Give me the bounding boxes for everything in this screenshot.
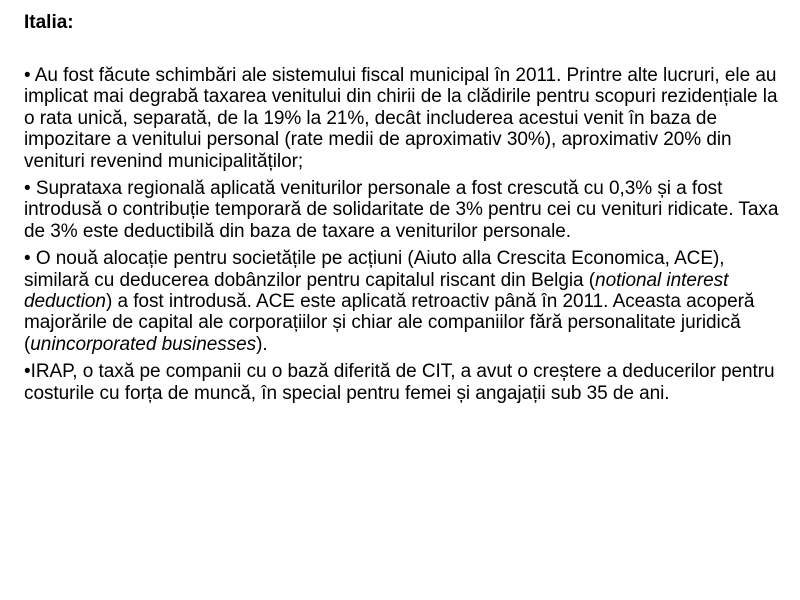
bullet-paragraph-irap: •IRAP, o taxă pe companii cu o bază diferită de CIT, a avut o creștere a deducerilor pentru costurile cu forța de muncă, în special pentru femei și angajații sub 35 de ani. [24, 361, 775, 404]
ace-italic-term-2: unincorporated businesses [30, 333, 257, 355]
bullet-paragraph-regional-surtax: • Suprataxa regională aplicată veniturilor personale a fost crescută cu 0,3% și a fost introdusă o contribuție temporară de solidaritate de 3% pentru cei cu venituri ridicate. Taxa de 3% este deductibilă din baza de taxare a veniturilor personale. [24, 178, 779, 242]
ace-text-part-2: ) a fost introdusă. ACE este aplicată retroactiv până în 2011. Aceasta acoperă majorările de capital ale corporațiilor și chiar ale companiilor fără personalitate juridică ( [24, 291, 755, 355]
spacer [24, 37, 780, 65]
slide-title: Italia: [24, 12, 74, 33]
ace-italic-term-1: notional interest deduction [24, 269, 729, 313]
bullet-paragraph-municipal-tax: • Au fost făcute schimbări ale sistemului fiscal municipal în 2011. Printre alte lucruri, ele au implicat mai degrabă taxarea venitului din chirii de la clădirile pentru scopuri rezidențiale la o rata unică, separată, de la 19% la 21%, decât includerea acestui venit în baza de impozitare a venitului personal (rate medii de aproximativ 30%), aproximativ 20% din venituri revenind municipalităților; [24, 65, 778, 172]
ace-text-part-3: ). [256, 333, 268, 355]
bullet-paragraph-ace [24, 248, 780, 355]
ace-text-part-1: • O nouă alocație pentru societățile pe acțiuni (Aiuto alla Crescita Economica, ACE), similară cu deducerea dobânzilor pentru capitalul riscant din Belgia ( [24, 248, 725, 291]
